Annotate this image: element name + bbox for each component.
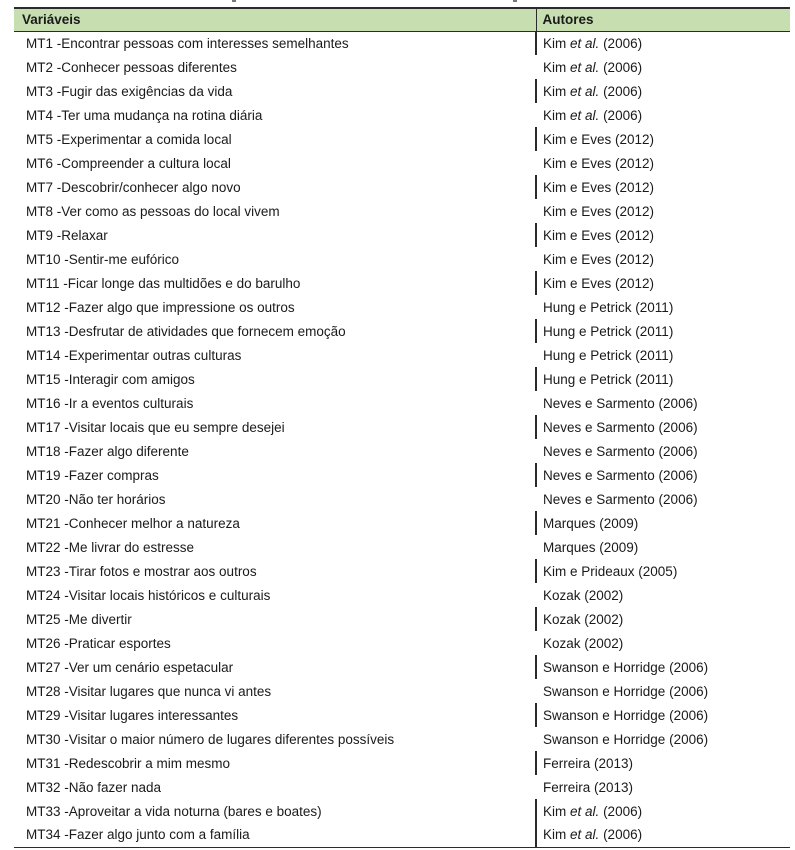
author-cell: Ferreira (2013): [543, 779, 634, 795]
table-row: [14, 703, 790, 727]
table-body: [14, 31, 790, 847]
author-cell: Kim e Eves (2012): [536, 223, 790, 247]
variable-cell: MT31 -Redescobrir a mim mesmo: [26, 755, 231, 771]
author-cell: Kim e Eves (2012): [543, 155, 655, 171]
table-row: [14, 487, 790, 511]
author-cell: Swanson e Horridge (2006): [536, 703, 790, 727]
author-cell: Neves e Sarmento (2006): [543, 443, 698, 459]
table-row: [14, 727, 790, 751]
author-cell: Marques (2009): [536, 511, 790, 535]
table-row: [14, 535, 790, 559]
author-name: Kim: [543, 59, 567, 75]
author-cell: [536, 103, 790, 127]
table-row: [14, 751, 790, 775]
table-row: [14, 655, 790, 679]
author-cell: Swanson e Horridge (2006): [536, 655, 790, 679]
table-row: [14, 439, 790, 463]
author-cell: Kim e Eves (2012): [543, 251, 655, 267]
table-row: [14, 175, 790, 199]
author-cell: Neves e Sarmento (2006): [543, 491, 698, 507]
caption-fragment: [232, 0, 236, 2]
author-cell: Ferreira (2013): [536, 751, 790, 775]
variable-cell: MT13 -Desfrutar de atividades que fornecem emoção: [26, 323, 346, 339]
author-year: (2006): [603, 827, 643, 843]
table-row: [14, 199, 790, 223]
variable-cell: MT16 -Ir a eventos culturais: [26, 395, 194, 411]
variable-cell: MT34 -Fazer algo junto com a família: [26, 827, 250, 843]
author-cell: Neves e Sarmento (2006): [536, 463, 790, 487]
variable-cell: MT22 -Me livrar do estresse: [26, 539, 195, 555]
table-row: [14, 631, 790, 655]
table-row: [14, 607, 790, 631]
author-etal: et al.: [570, 827, 600, 843]
author-cell: Kim e Prideaux (2005): [536, 559, 790, 583]
variable-cell: MT2 -Conhecer pessoas diferentes: [26, 59, 237, 75]
table-row: [14, 223, 790, 247]
table-row: [14, 799, 790, 823]
variable-cell: MT27 -Ver um cenário espetacular: [26, 659, 234, 675]
author-name: Kim: [543, 35, 567, 51]
variable-cell: MT15 -Interagir com amigos: [26, 371, 195, 387]
author-cell: Swanson e Horridge (2006): [543, 731, 709, 747]
table-row: [14, 775, 790, 799]
table-row: [14, 391, 790, 415]
author-etal: et al.: [570, 107, 600, 123]
variable-cell: MT24 -Visitar locais históricos e culturais: [26, 587, 271, 603]
table-row: [14, 295, 790, 319]
author-cell: Kim e Eves (2012): [543, 203, 655, 219]
variable-cell: MT32 -Não fazer nada: [26, 779, 162, 795]
author-name: Kim: [543, 827, 567, 843]
table-row: [14, 463, 790, 487]
author-etal: et al.: [570, 59, 600, 75]
author-cell: [536, 55, 790, 79]
header-authors: Autores: [536, 8, 790, 31]
author-cell: [536, 79, 790, 103]
table-row: [14, 319, 790, 343]
author-cell: Marques (2009): [543, 539, 639, 555]
variable-cell: MT12 -Fazer algo que impressione os outros: [26, 299, 295, 315]
author-cell: Kozak (2002): [536, 607, 790, 631]
variable-cell: MT1 -Encontrar pessoas com interesses semelhantes: [26, 35, 349, 51]
variable-cell: MT9 -Relaxar: [26, 227, 108, 243]
author-etal: et al.: [570, 83, 600, 99]
author-cell: Neves e Sarmento (2006): [543, 395, 698, 411]
variable-cell: MT6 -Compreender a cultura local: [26, 155, 231, 171]
variable-cell: MT29 -Visitar lugares interessantes: [26, 707, 239, 723]
variable-cell: MT4 -Ter uma mudança na rotina diária: [26, 107, 263, 123]
author-cell: Kim e Eves (2012): [536, 175, 790, 199]
table-row: [14, 151, 790, 175]
table-row: [14, 583, 790, 607]
author-year: (2006): [603, 83, 643, 99]
table-row: [14, 31, 790, 55]
variable-cell: MT33 -Aproveitar a vida noturna (bares e boates): [26, 803, 322, 819]
author-etal: et al.: [570, 35, 600, 51]
author-year: (2006): [603, 35, 643, 51]
cropped-caption-remnant: [0, 0, 795, 6]
variable-cell: MT28 -Visitar lugares que nunca vi antes: [26, 683, 272, 699]
author-cell: [536, 799, 790, 823]
author-etal: et al.: [570, 803, 600, 819]
variable-cell: MT7 -Descobrir/conhecer algo novo: [26, 179, 241, 195]
table-row: [14, 343, 790, 367]
variable-cell: MT11 -Ficar longe das multidões e do barulho: [26, 275, 301, 291]
variable-cell: MT20 -Não ter horários: [26, 491, 166, 507]
author-cell: Hung e Petrick (2011): [536, 319, 790, 343]
author-cell: Neves e Sarmento (2006): [536, 415, 790, 439]
variable-cell: MT30 -Visitar o maior número de lugares diferentes possíveis: [26, 731, 395, 747]
table-row: [14, 127, 790, 151]
variable-cell: MT26 -Praticar esportes: [26, 635, 171, 651]
author-cell: Kim e Eves (2012): [536, 271, 790, 295]
table-row: [14, 511, 790, 535]
variable-cell: MT5 -Experimentar a comida local: [26, 131, 232, 147]
author-year: (2006): [603, 803, 643, 819]
table-row: [14, 271, 790, 295]
table-row: [14, 247, 790, 271]
author-name: Kim: [543, 83, 567, 99]
table-row: [14, 679, 790, 703]
author-cell: [536, 31, 790, 55]
author-year: (2006): [603, 107, 643, 123]
cropped-footnote-remnant: [0, 845, 795, 850]
header-variables: Variáveis: [14, 8, 536, 31]
variable-cell: MT19 -Fazer compras: [26, 467, 159, 483]
table-row: [14, 55, 790, 79]
author-name: Kim: [543, 803, 567, 819]
variable-cell: MT10 -Sentir-me eufórico: [26, 251, 180, 267]
author-cell: Kozak (2002): [543, 587, 624, 603]
author-cell: Hung e Petrick (2011): [536, 367, 790, 391]
table-row: [14, 79, 790, 103]
author-cell: [536, 823, 790, 847]
author-cell: Hung e Petrick (2011): [543, 347, 674, 363]
author-cell: Kim e Eves (2012): [536, 127, 790, 151]
author-cell: Kozak (2002): [543, 635, 624, 651]
variable-cell: MT14 -Experimentar outras culturas: [26, 347, 242, 363]
variable-cell: MT21 -Conhecer melhor a natureza: [26, 515, 240, 531]
table-row: [14, 415, 790, 439]
table-row: [14, 559, 790, 583]
motivations-table: [14, 7, 790, 848]
author-cell: Swanson e Horridge (2006): [543, 683, 709, 699]
variable-cell: MT17 -Visitar locais que eu sempre desejei: [26, 419, 285, 435]
variable-cell: MT8 -Ver como as pessoas do local vivem: [26, 203, 280, 219]
variable-cell: MT3 -Fugir das exigências da vida: [26, 83, 233, 99]
author-cell: Hung e Petrick (2011): [543, 299, 674, 315]
variable-cell: MT18 -Fazer algo diferente: [26, 443, 189, 459]
table-row: [14, 367, 790, 391]
author-name: Kim: [543, 107, 567, 123]
variable-cell: MT25 -Me divertir: [26, 611, 132, 627]
table-row: [14, 103, 790, 127]
variable-cell: MT23 -Tirar fotos e mostrar aos outros: [26, 563, 257, 579]
table-row: [14, 823, 790, 847]
author-year: (2006): [603, 59, 643, 75]
caption-fragment: [513, 0, 517, 2]
table-header-row: [14, 8, 790, 31]
